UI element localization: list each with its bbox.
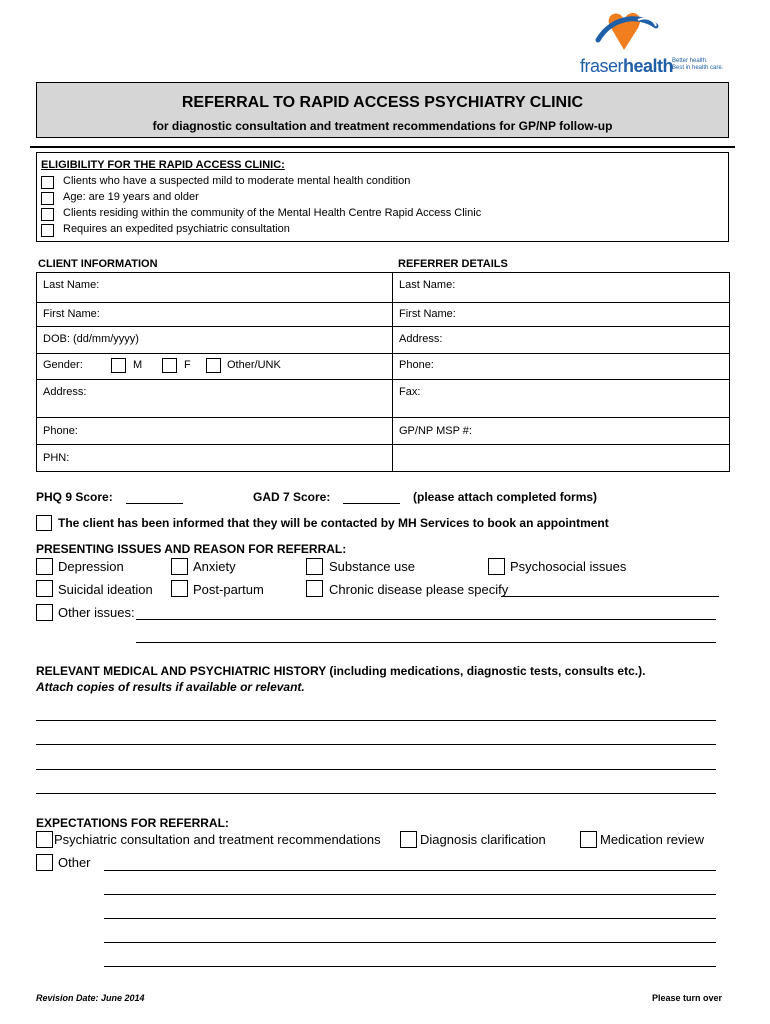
other-issues-label: Other issues: — [58, 605, 135, 620]
postpartum-checkbox[interactable] — [171, 580, 188, 597]
logo-tagline-1: Better health. — [672, 58, 708, 64]
other-issues-checkbox[interactable] — [36, 604, 53, 621]
logo-tagline-2: Best in health care. — [672, 65, 724, 71]
gender-other-checkbox[interactable] — [206, 358, 221, 373]
gender-other-label: Other/UNK — [227, 359, 281, 371]
client-gender-label: Gender: — [43, 359, 83, 371]
client-dob-field[interactable]: DOB: (dd/mm/yyyy) — [43, 333, 139, 345]
suicidal-checkbox[interactable] — [36, 580, 53, 597]
eligibility-checkbox-2[interactable] — [41, 192, 54, 205]
referrer-fax-field[interactable]: Fax: — [399, 386, 421, 398]
expectations-heading: EXPECTATIONS FOR REFERRAL: — [36, 816, 229, 830]
expectation-line-5[interactable] — [104, 966, 716, 967]
client-info-heading: CLIENT INFORMATION — [38, 258, 158, 270]
expectation-line-4[interactable] — [104, 942, 716, 943]
eligibility-checkbox-1[interactable] — [41, 176, 54, 189]
psychosocial-label: Psychosocial issues — [510, 559, 627, 574]
eligibility-heading: ELIGIBILITY FOR THE RAPID ACCESS CLINIC: — [41, 159, 285, 171]
chronic-checkbox[interactable] — [306, 580, 323, 597]
diagnosis-checkbox[interactable] — [400, 831, 417, 848]
presenting-heading: PRESENTING ISSUES AND REASON FOR REFERRAL: — [36, 542, 347, 556]
turn-over-note: Please turn over — [651, 993, 722, 1003]
eligibility-box: ELIGIBILITY FOR THE RAPID ACCESS CLINIC: Clients who have a suspected mild to moderate mental health condition Age: are 19 years and older Clients residing within the community of the Mental Health Centre Rapid Access Clinic Requires an expedited psychiatric consultation — [36, 152, 729, 242]
gad7-input-line[interactable] — [343, 503, 400, 504]
referrer-address-field[interactable]: Address: — [399, 333, 443, 345]
expectation-line-1[interactable] — [104, 870, 716, 871]
revision-date: Revision Date: June 2014 — [36, 993, 145, 1003]
anxiety-checkbox[interactable] — [171, 558, 188, 575]
referrer-phone-field[interactable]: Phone: — [399, 359, 434, 371]
anxiety-label: Anxiety — [193, 559, 236, 574]
substance-use-label: Substance use — [329, 559, 416, 574]
referrer-last-name-field[interactable]: Last Name: — [399, 279, 456, 291]
client-phone-field[interactable]: Phone: — [43, 425, 78, 437]
history-line-4[interactable] — [36, 793, 716, 794]
client-phn-field[interactable]: PHN: — [43, 452, 70, 464]
logo-brand-light: fraser — [580, 56, 624, 76]
page-subtitle: for diagnostic consultation and treatment recommendations for GP/NP follow-up — [152, 119, 613, 133]
psychosocial-checkbox[interactable] — [488, 558, 505, 575]
expectation-line-2[interactable] — [104, 894, 716, 895]
postpartum-label: Post-partum — [193, 582, 264, 597]
referrer-msp-field[interactable]: GP/NP MSP #: — [399, 425, 472, 437]
fraserhealth-logo — [580, 6, 730, 80]
chronic-specify-line[interactable] — [501, 596, 719, 597]
medication-review-checkbox[interactable] — [580, 831, 597, 848]
history-note: Attach copies of results if available or relevant. — [36, 680, 305, 694]
other-issues-line-2[interactable] — [136, 642, 716, 643]
title-box — [36, 82, 729, 138]
referrer-details-heading: REFERRER DETAILS — [398, 258, 508, 270]
client-address-field[interactable]: Address: — [43, 386, 87, 398]
gender-m-label: M — [133, 359, 143, 371]
diagnosis-label: Diagnosis clarification — [420, 832, 546, 847]
other-expectation-label: Other — [58, 855, 91, 870]
chronic-label: Chronic disease please specify — [329, 582, 509, 597]
referrer-first-name-field[interactable]: First Name: — [399, 308, 456, 320]
history-heading: RELEVANT MEDICAL AND PSYCHIATRIC HISTORY (including medications, diagnostic tests, consults etc.). — [36, 664, 646, 678]
phq9-input-line[interactable] — [126, 503, 183, 504]
suicidal-label: Suicidal ideation — [58, 582, 153, 597]
expectation-line-3[interactable] — [104, 918, 716, 919]
phq9-label: PHQ 9 Score: — [36, 490, 113, 504]
history-line-1[interactable] — [36, 720, 716, 721]
informed-checkbox[interactable] — [36, 515, 52, 531]
client-first-name-field[interactable]: First Name: — [43, 308, 100, 320]
gad7-label: GAD 7 Score: — [253, 490, 331, 504]
page-title: REFERRAL TO RAPID ACCESS PSYCHIATRY CLINIC — [181, 94, 584, 111]
history-line-2[interactable] — [36, 744, 716, 745]
attach-forms-note: (please attach completed forms) — [413, 490, 598, 504]
psych-consult-label: Psychiatric consultation and treatment recommendations — [54, 832, 381, 847]
logo-brand-bold: health — [623, 56, 674, 76]
medication-review-label: Medication review — [600, 832, 705, 847]
other-issues-line-1[interactable] — [136, 619, 716, 620]
gender-m-checkbox[interactable] — [111, 358, 126, 373]
heart-logo-icon — [592, 6, 662, 56]
eligibility-checkbox-4[interactable] — [41, 224, 54, 237]
history-line-3[interactable] — [36, 769, 716, 770]
gender-f-checkbox[interactable] — [162, 358, 177, 373]
substance-use-checkbox[interactable] — [306, 558, 323, 575]
eligibility-checkbox-3[interactable] — [41, 208, 54, 221]
depression-label: Depression — [58, 559, 124, 574]
psych-consult-checkbox[interactable] — [36, 831, 53, 848]
client-last-name-field[interactable]: Last Name: — [43, 279, 100, 291]
depression-checkbox[interactable] — [36, 558, 53, 575]
gender-f-label: F — [184, 359, 191, 371]
other-expectation-checkbox[interactable] — [36, 854, 53, 871]
informed-statement: The client has been informed that they will be contacted by MH Services to book an appointment — [58, 516, 609, 530]
info-table — [36, 272, 730, 472]
